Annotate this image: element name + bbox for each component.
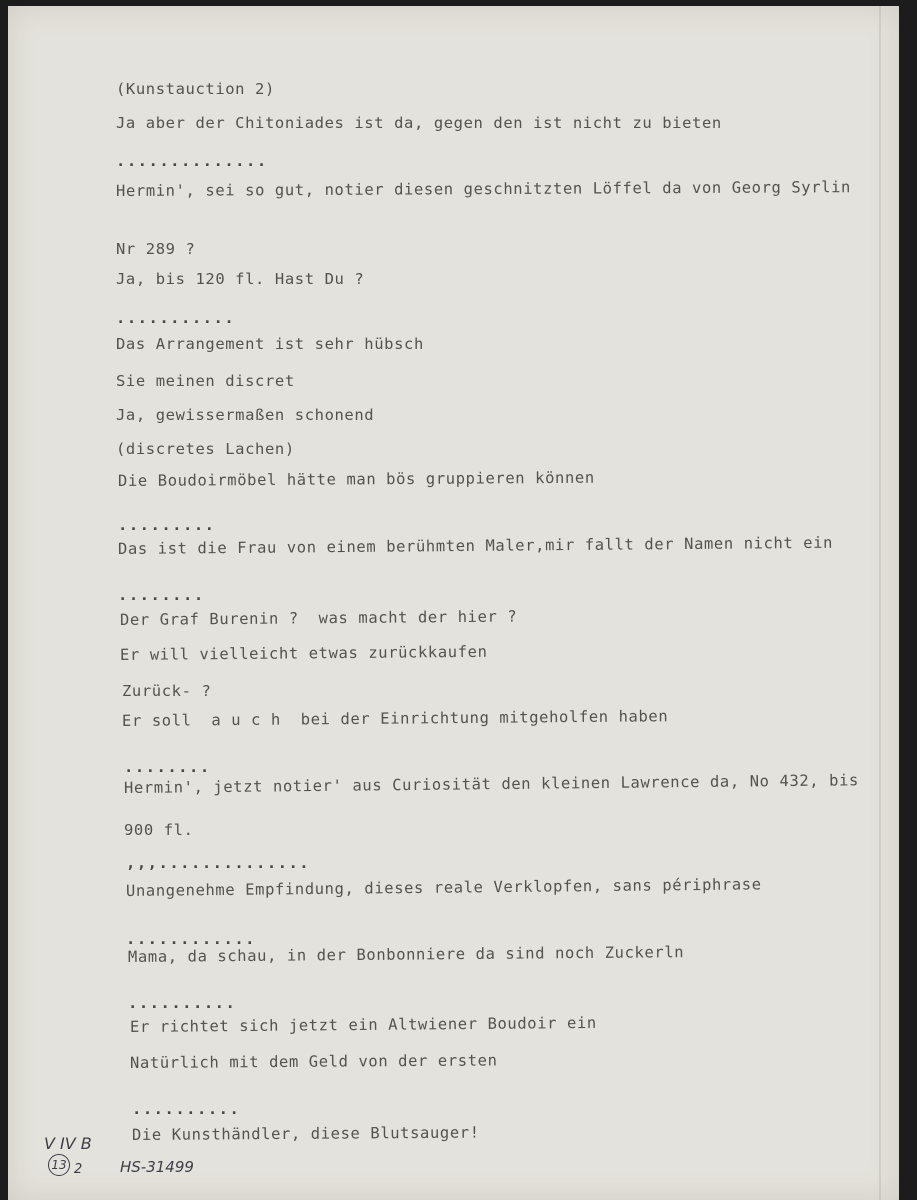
handwritten-inventory-number: HS-31499 <box>120 1158 194 1176</box>
circled-number: 13 <box>48 1154 70 1176</box>
dots-line-4: ........ <box>118 586 205 604</box>
dots-line-8: .......... <box>128 994 237 1012</box>
handwritten-sub-number: 2 <box>74 1162 83 1177</box>
text-line-10: Die Boudoirmöbel hätte man bös gruppieren können <box>117 468 595 490</box>
text-line-15: Er soll a u c h bei der Einrichtung mitgeholfen haben <box>121 707 669 730</box>
text-line-4: Nr 289 ? <box>116 240 196 258</box>
dots-line-2: ........... <box>116 309 236 327</box>
text-line-8: Ja, gewissermaßen schonend <box>116 406 375 424</box>
text-line-21: Natürlich mit dem Geld von der ersten <box>129 1051 498 1072</box>
text-line-5: Ja, bis 120 fl. Hast Du ? <box>116 270 365 288</box>
text-line-11: Das ist die Frau von einem berühmten Maler,mir fallt der Namen nicht ein <box>117 533 834 558</box>
dots-line-1: .............. <box>116 152 268 170</box>
text-line-13: Er will vielleicht etwas zurückkaufen <box>119 642 488 664</box>
dots-line-7: ............ <box>126 930 256 948</box>
page-edge-shadow <box>879 6 881 1200</box>
text-line-1: (Kunstauction 2) <box>116 80 275 98</box>
text-line-14: Zurück- ? <box>122 682 212 700</box>
text-line-7: Sie meinen discret <box>116 372 295 390</box>
text-line-20: Er richtet sich jetzt ein Altwiener Boudoir ein <box>129 1013 597 1036</box>
dots-line-5: ........ <box>124 758 211 776</box>
typescript-page <box>8 6 899 1200</box>
handwritten-shelfmark: V IV B <box>44 1134 92 1153</box>
text-line-17: 900 fl. <box>124 821 194 839</box>
text-line-19: Mama, da schau, in der Bonbonniere da sind noch Zuckerln <box>127 943 685 966</box>
text-line-18: Unangenehme Empfindung, dieses reale Verklopfen, sans périphrase <box>125 875 762 900</box>
text-line-2: Ja aber der Chitoniades ist da, gegen den ist nicht zu bieten <box>116 114 722 132</box>
text-line-6: Das Arrangement ist sehr hübsch <box>116 335 424 353</box>
dots-line-9: .......... <box>132 1100 241 1118</box>
dots-line-3: ......... <box>118 516 216 534</box>
text-line-3: Hermin', sei so gut, notier diesen geschnitzten Löffel da von Georg Syrlin <box>115 178 851 200</box>
text-line-12: Der Graf Burenin ? was macht der hier ? <box>119 607 518 629</box>
dots-line-6: ,,,.............. <box>126 854 311 872</box>
text-line-16: Hermin', jetzt notier' aus Curiosität den kleinen Lawrence da, No 432, bis <box>123 771 860 797</box>
text-line-9: (discretes Lachen) <box>116 440 295 458</box>
text-line-22: Die Kunsthändler, diese Blutsauger! <box>131 1123 480 1144</box>
